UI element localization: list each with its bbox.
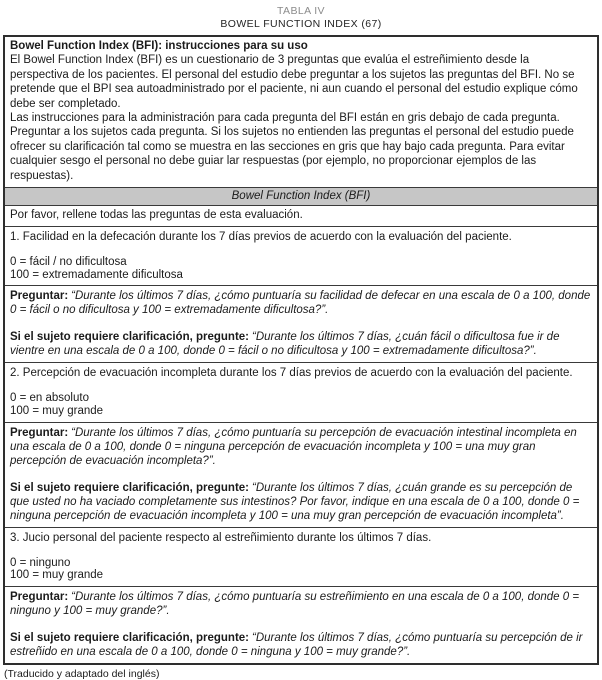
question-1-statement: 1. Facilidad en la defecación durante los 7 días previos de acuerdo con la evaluación del paciente. <box>10 231 512 244</box>
question-3-ask-paragraph <box>10 590 591 618</box>
question-1-ask-paragraph <box>10 289 591 317</box>
bfi-table <box>3 35 599 665</box>
question-1-cell <box>5 226 597 285</box>
spacer <box>10 545 591 557</box>
section-band-header: Bowel Function Index (BFI) <box>5 187 597 205</box>
question-2-interviewer-cell <box>5 422 597 527</box>
question-2-cell <box>5 362 597 421</box>
clarify-label: Si el sujeto requiere clarificación, pregunte: <box>10 331 250 344</box>
question-1-anchor-high: 100 = extremadamente dificultosa <box>10 268 183 281</box>
clarify-script: “Durante los últimos 7 días, ¿cuán grande es su percepción de que usted no ha vaciado completamente sus intestinos? Por favor, indique en una escala de 0 a 100, donde 0 = ninguna percepción de evacuación incompleta y 100 = una muy gran percepción de evacuación incompleta”. <box>10 481 580 522</box>
question-3-anchor-low: 0 = ninguno <box>10 556 71 569</box>
ask-label: Preguntar: <box>10 591 69 604</box>
question-2-clarify-paragraph <box>10 481 591 523</box>
spacer <box>10 317 591 330</box>
intro-row: Por favor, rellene todas las preguntas de esta evaluación. <box>5 205 597 226</box>
question-2-statement: 2. Percepción de evacuación incompleta durante los 7 días previos de acuerdo con la evaluación del paciente. <box>10 367 573 380</box>
question-2-ask-paragraph <box>10 426 591 468</box>
spacer <box>10 468 591 481</box>
question-2-anchor-low: 0 = en absoluto <box>10 392 89 405</box>
spacer <box>10 244 591 256</box>
footnote: (Traducido y adaptado del inglés) <box>4 668 160 680</box>
instructions-paragraph-1: El Bowel Function Index (BFI) es un cuestionario de 3 preguntas que evalúa el estreñimiento desde la perspectiva de los pacientes. El personal del estudio debe preguntar a los sujetos las preguntas del BFI. No se pretende que el BPI sea autoadministrado por el paciente, ni aun cuando el personal del estudio explique cómo debe ser completado. <box>10 54 578 110</box>
ask-script: “Durante los últimos 7 días, ¿cómo puntuaría su estreñimiento en una escala de 0 a 100, donde 0 = ninguno y 100 = muy grande?”. <box>10 591 580 618</box>
spacer <box>10 380 591 392</box>
ask-label: Preguntar: <box>10 426 69 439</box>
clarify-script: “Durante los últimos 7 días, ¿cómo puntuaría su percepción de ir estreñido en una escala de 0 a 100, donde 0 = ninguna y 100 = muy grande?”. <box>10 632 583 659</box>
question-3-clarify-paragraph <box>10 631 591 659</box>
instructions-cell <box>5 37 597 187</box>
question-3-interviewer-cell <box>5 586 597 663</box>
question-3-cell <box>5 527 597 586</box>
table-number: TABLA IV <box>277 5 325 17</box>
table-caption <box>0 0 602 31</box>
question-1-clarify-paragraph <box>10 330 591 358</box>
ask-script: “Durante los últimos 7 días, ¿cómo puntuaría su percepción de evacuación intestinal incompleta en una escala de 0 a 100, donde 0 = ninguna percepción de evacuación incompleta y 100 = una muy gran percepción de evacuación incompleta?”. <box>10 426 577 467</box>
question-1-anchor-low: 0 = fácil / no dificultosa <box>10 255 127 268</box>
ask-script: “Durante los últimos 7 días, ¿cómo puntuaría su facilidad de defecar en una escala de 0 a 100, donde 0 = fácil o no dificultosa y 100 = extremadamente dificultosa?”. <box>10 290 591 317</box>
question-3-statement: 3. Jucio personal del paciente respecto al estreñimiento durante los últimos 7 días. <box>10 531 432 544</box>
question-3-anchor-high: 100 = muy grande <box>10 569 104 582</box>
instructions-heading: Bowel Function Index (BFI): instrucciones para su uso <box>10 40 308 52</box>
instructions-paragraph-2: Las instrucciones para la administración para cada pregunta del BFI están en gris debajo de cada pregunta. Preguntar a los sujetos cada pregunta. Si los sujetos no entienden las preguntas el personal del estudio puede ofrecer su clarificación tal como se muestra en las secciones en gris que hay bajo cada pregunta. Para evitar cualquier sesgo el personal no debe guiar lar respuestas (por ejemplo, no proporcionar ejemplos de las respuestas). <box>10 112 574 182</box>
question-1-interviewer-cell <box>5 285 597 362</box>
clarify-script: “Durante los últimos 7 días, ¿cuán fácil o dificultosa fue ir de vientre en una escala de 0 a 100, donde 0 = fácil o no dificultosa y 100 = extremadamente dificultosa?”. <box>10 331 560 358</box>
ask-label: Preguntar: <box>10 290 69 303</box>
spacer <box>10 618 591 631</box>
clarify-label: Si el sujeto requiere clarificación, pregunte: <box>10 481 250 494</box>
clarify-label: Si el sujeto requiere clarificación, pregunte: <box>10 632 250 645</box>
question-2-anchor-high: 100 = muy grande <box>10 405 104 418</box>
page-title: BOWEL FUNCTION INDEX (67) <box>220 18 382 30</box>
